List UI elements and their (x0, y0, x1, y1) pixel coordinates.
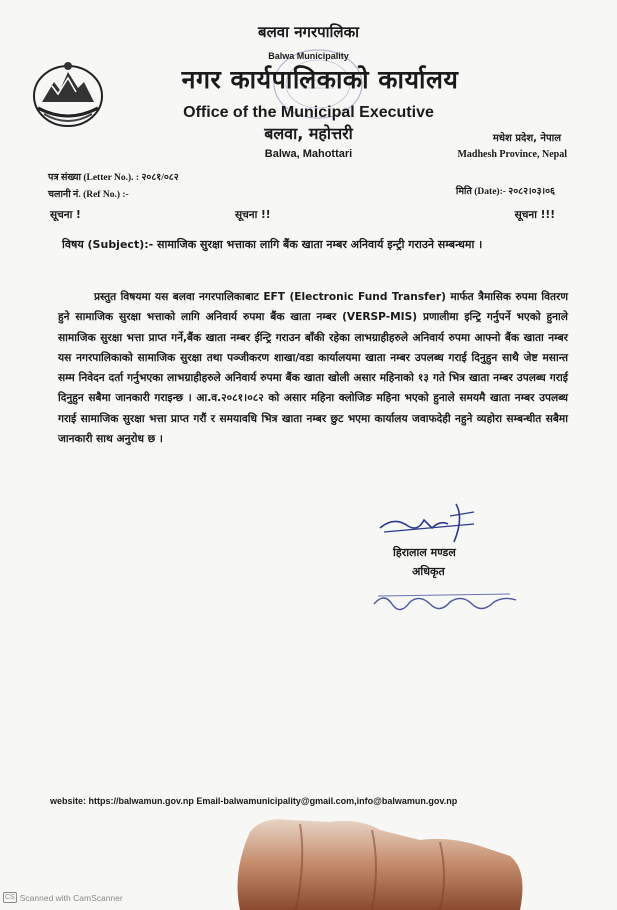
letter-number: पत्र संख्या (Letter No.). : २०८१/०८२ (48, 173, 179, 183)
notice-heading-right: सूचना !!! (514, 209, 555, 221)
province-np: मधेश प्रदेश, नेपाल (492, 133, 561, 144)
municipality-name-en: Balwa Municipality (268, 51, 349, 61)
scanner-watermark (3, 892, 123, 903)
office-title-en: Office of the Municipal Executive (183, 104, 434, 121)
location-np: बलवा, महोत्तरी (264, 124, 353, 143)
province-en: Madhesh Province, Nepal (457, 149, 567, 160)
signature-scribble-icon (374, 498, 484, 548)
signatory-title: अधिकृत (412, 565, 445, 578)
notice-heading-middle: सूचना !! (235, 209, 271, 221)
notice-heading-left: सूचना ! (50, 209, 81, 221)
subject-label: विषय (Subject):- (62, 238, 154, 251)
office-title-np: नगर कार्यपालिकाको कार्यालय (181, 65, 459, 94)
letter-date: मिति (Date):- २०८२।०३।०६ (455, 187, 555, 197)
camscanner-text: Scanned with CamScanner (19, 892, 123, 903)
camscanner-badge: CS (5, 894, 15, 901)
subject-line (62, 237, 482, 252)
handwritten-designation-icon (370, 586, 520, 614)
location-en: Balwa, Mahottari (264, 148, 353, 160)
subject-text: सामाजिक सुरक्षा भत्ताका लागि बैंक खाता नम्बर अनिवार्य इन्ट्री गराउने सम्बन्धमा । (157, 238, 483, 251)
signatory-name: हिरालाल मण्डल (393, 546, 456, 559)
hand-photo-icon (0, 780, 617, 910)
footer-contact: website: https://balwamun.gov.np Email-balwamunicipality@gmail.com,info@balwamun.gov.np (50, 796, 458, 806)
letter-body: प्रस्तुत विषयमा यस बलवा नगरपालिकाबाट EFT (Electronic Fund Transfer) मार्फत त्रैमासिक रुपमा वितरण हुने सामाजिक सुरक्षा भत्ताको लागि अनिवार्य रुपमा बैंक खाता नम्बर (VERSP-MIS) प्रणालीमा इन्ट्रि गर्नुपर्ने भएको हुनाले सामाजिक सुरक्षा भत्ता प्राप्त गर्ने,बैंक खाता नम्बर ईन्ट्रि गराउन बाँकी रहेका लाभग्राहीहरुले अनिवार्य रुपमा आफ्नो बैंक खाता नम्बर यस नगरपालिकाको सामाजिक सुरक्षा तथा पञ्जीकरण शाखा/वडा कार्यालयमा खाता नम्बर उपलब्ध गराई दिनुहुन साथै जेष्ट मसान्त सम्म निवेदन दर्ता गर्नुभएका लाभग्राहीहरुले अनिवार्य रुपमा बैंक खाता खोली असार महिनाको १३ गते भित्र खाता नम्बर उपलब्ध गराई दिनुहुन सबैमा जानकारी गराइन्छ । आ.व.२०८१।०८२ को असार महिना क्लोजिङ महिना भएको हुनाले समयमै खाता नम्बर उपलब्ध गराई सामाजिक सुरक्षा भत्ता प्राप्त गरौं र समयावधि भित्र खाता नम्बर छुट भएमा कार्यालय जवाफदेही नहुने व्यहोरा सम्बन्धीत सबैमा जानकारी साथ अनुरोध छ । (58, 291, 568, 446)
reference-number: चलानी नं. (Ref No.) :- (48, 190, 129, 200)
municipality-name-np: बलवा नगरपालिका (258, 23, 359, 41)
